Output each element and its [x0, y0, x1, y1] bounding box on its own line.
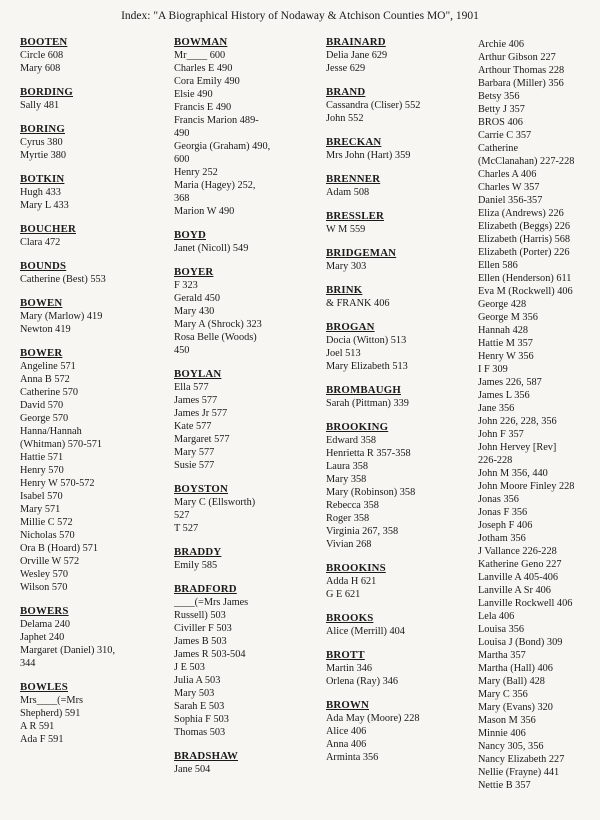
surname-group — [174, 750, 314, 776]
index-entry: Charles A 406 — [478, 169, 537, 180]
index-entry: Charles E 490 — [174, 63, 233, 74]
index-entry: Hattie 571 — [20, 452, 64, 463]
surname-heading: BOOTEN — [20, 36, 68, 48]
index-entry: Lela 406 — [478, 611, 515, 622]
index-entry: Hannah 428 — [478, 325, 529, 336]
index-entry: Myrtie 380 — [20, 150, 67, 161]
index-entry: Mary 430 — [174, 306, 215, 317]
index-entry: Russell) 503 — [174, 610, 226, 621]
page-title: Index: "A Biographical History of Nodaway & Atchison Counties MO", 1901 — [121, 10, 479, 22]
index-entry: Delama 240 — [20, 619, 71, 630]
surname-group — [326, 86, 466, 125]
index-entry: Arminta 356 — [326, 752, 379, 763]
index-entry: James 577 — [174, 395, 218, 406]
index-entry: A R 591 — [20, 721, 55, 732]
surname-group — [326, 612, 466, 638]
index-entry: Clara 472 — [20, 237, 61, 248]
index-entry: I F 309 — [478, 364, 508, 375]
index-entry: Docia (Witton) 513 — [326, 335, 407, 346]
surname-group — [20, 260, 160, 286]
index-entry: Alice 406 — [326, 726, 367, 737]
index-entry: T 527 — [174, 523, 199, 534]
index-entry: Isabel 570 — [20, 491, 63, 502]
surname-group — [20, 36, 160, 75]
index-entry: Jonas F 356 — [478, 507, 528, 518]
surname-group — [326, 562, 466, 601]
index-entry: Adam 508 — [326, 187, 370, 198]
index-entry: 368 — [174, 193, 190, 204]
index-entry: Orlena (Ray) 346 — [326, 676, 399, 687]
index-entry: James R 503-504 — [174, 649, 246, 660]
surname-group — [20, 605, 160, 670]
index-entry: Katherine Geno 227 — [478, 559, 562, 570]
index-entry: Ellen (Henderson) 611 — [478, 273, 572, 284]
index-entry: Elizabeth (Beggs) 226 — [478, 221, 571, 232]
index-entry: Shepherd) 591 — [20, 708, 81, 719]
index-entry: Betty J 357 — [478, 104, 525, 115]
index-entry: John 226, 228, 356 — [478, 416, 557, 427]
index-entry: Maria (Hagey) 252, — [174, 180, 256, 191]
index-entry: Martin 346 — [326, 663, 373, 674]
index-entry: Emily 585 — [174, 560, 218, 571]
surname-group — [326, 136, 466, 162]
index-entry: Anna B 572 — [20, 374, 70, 385]
index-entry: Jonas 356 — [478, 494, 519, 505]
index-entry: Elizabeth (Porter) 226 — [478, 247, 570, 258]
index-entry: Joseph F 406 — [478, 520, 533, 531]
index-entry: Rebecca 358 — [326, 500, 379, 511]
surname-heading: BOUNDS — [20, 260, 67, 272]
index-entry: Hugh 433 — [20, 187, 61, 198]
index-entry: Mary (Ball) 428 — [478, 676, 545, 687]
index-entry: Nicholas 570 — [20, 530, 75, 541]
index-entry: Wilson 570 — [20, 582, 68, 593]
index-entry: Nancy 305, 356 — [478, 741, 544, 752]
index-entry: Rosa Belle (Woods) — [174, 332, 257, 343]
surname-group — [326, 321, 466, 373]
index-entry: J Vallance 226-228 — [478, 546, 557, 557]
index-entry: Sophia F 503 — [174, 714, 229, 725]
index-entry: Henry 570 — [20, 465, 64, 476]
index-entry: Cora Emily 490 — [174, 76, 240, 87]
index-entry: Jesse 629 — [326, 63, 366, 74]
index-entry: Jane 356 — [478, 403, 515, 414]
index-entry: F 323 — [174, 280, 198, 291]
surname-group — [174, 368, 314, 472]
index-entry: Anna 406 — [326, 739, 367, 750]
index-entry: Cassandra (Cliser) 552 — [326, 100, 421, 111]
surname-heading: BRADDY — [174, 546, 222, 558]
surname-heading: BOYER — [174, 266, 214, 278]
index-entry: Henrietta R 357-358 — [326, 448, 411, 459]
index-entry: Marion W 490 — [174, 206, 235, 217]
surname-group — [326, 384, 466, 410]
surname-heading: BORING — [20, 123, 65, 135]
index-entry: Janet (Nicoll) 549 — [174, 243, 249, 254]
index-entry: Elizabeth (Harris) 568 — [478, 234, 571, 245]
index-entry: Vivian 268 — [326, 539, 372, 550]
index-column-3 — [326, 36, 466, 775]
index-entry: Circle 608 — [20, 50, 64, 61]
index-entry: James Jr 577 — [174, 408, 228, 419]
index-entry: ____(=Mrs James — [174, 597, 249, 608]
index-entry: Mrs____(=Mrs — [20, 695, 84, 706]
surname-group — [174, 229, 314, 255]
index-entry: John Moore Finley 228 — [478, 481, 575, 492]
index-entry: Louisa 356 — [478, 624, 525, 635]
index-entry: Catherine — [478, 143, 519, 154]
surname-heading: BOWERS — [20, 605, 69, 617]
index-entry: Francis E 490 — [174, 102, 232, 113]
surname-heading: BRADFORD — [174, 583, 237, 595]
surname-group — [326, 173, 466, 199]
surname-heading: BOYD — [174, 229, 206, 241]
index-entry: Eliza (Andrews) 226 — [478, 208, 564, 219]
index-entry: Mrs John (Hart) 359 — [326, 150, 411, 161]
surname-heading: BOYLAN — [174, 368, 222, 380]
index-entry: 600 — [174, 154, 190, 165]
index-entry: Henry W 356 — [478, 351, 534, 362]
index-entry: Hanna/Hannah — [20, 426, 82, 437]
surname-group — [174, 483, 314, 535]
surname-heading: BOUCHER — [20, 223, 76, 235]
index-entry: Alice (Merrill) 404 — [326, 626, 405, 637]
surname-heading: BOWMAN — [174, 36, 228, 48]
surname-group — [20, 123, 160, 162]
index-entry: James B 503 — [174, 636, 227, 647]
index-entry: Nancy Elizabeth 227 — [478, 754, 565, 765]
index-entry: Henry 252 — [174, 167, 218, 178]
index-entry: Charles W 357 — [478, 182, 540, 193]
index-entry: Mary L 433 — [20, 200, 69, 211]
surname-group — [326, 699, 466, 764]
index-entry: Edward 358 — [326, 435, 377, 446]
surname-heading: BOTKIN — [20, 173, 65, 185]
surname-heading: BOWEN — [20, 297, 63, 309]
index-entry: Archie 406 — [478, 39, 525, 50]
surname-heading: BRAND — [326, 86, 366, 98]
index-entry: Mary 571 — [20, 504, 61, 515]
index-entry: W M 559 — [326, 224, 366, 235]
index-entry: 527 — [174, 510, 190, 521]
surname-group — [326, 210, 466, 236]
surname-heading: BROOKING — [326, 421, 389, 433]
index-entry: Mary 503 — [174, 688, 215, 699]
index-entry: Mason M 356 — [478, 715, 536, 726]
surname-group — [174, 36, 314, 218]
index-entry: Elsie 490 — [174, 89, 213, 100]
index-entry: Margaret (Daniel) 310, — [20, 645, 116, 656]
index-entry: Lanville A 405-406 — [478, 572, 559, 583]
index-entry: J E 503 — [174, 662, 205, 673]
index-entry: Roger 358 — [326, 513, 370, 524]
surname-heading: BOYSTON — [174, 483, 229, 495]
surname-group — [174, 266, 314, 357]
index-entry: George 570 — [20, 413, 69, 424]
index-entry: 490 — [174, 128, 190, 139]
index-entry: Hattie M 357 — [478, 338, 533, 349]
index-entry: Sarah (Pittman) 339 — [326, 398, 409, 409]
index-entry: Henry W 570-572 — [20, 478, 95, 489]
surname-heading: BRINK — [326, 284, 363, 296]
index-entry: Mary C 356 — [478, 689, 528, 700]
index-entry: Arthour Thomas 228 — [478, 65, 565, 76]
index-entry: 450 — [174, 345, 190, 356]
index-entry: Thomas 503 — [174, 727, 226, 738]
index-entry: Mary (Marlow) 419 — [20, 311, 103, 322]
index-entry: (Whitman) 570-571 — [20, 439, 103, 450]
index-entry: Newton 419 — [20, 324, 71, 335]
index-entry: Ada May (Moore) 228 — [326, 713, 420, 724]
surname-heading: BROOKS — [326, 612, 374, 624]
index-entry: Ora B (Hoard) 571 — [20, 543, 99, 554]
surname-heading: BROOKINS — [326, 562, 386, 574]
index-entry: BROS 406 — [478, 117, 523, 128]
index-entry: Julia A 503 — [174, 675, 221, 686]
index-entry: Kate 577 — [174, 421, 212, 432]
surname-heading: BROTT — [326, 649, 365, 661]
index-entry: 344 — [20, 658, 36, 669]
index-entry: John M 356, 440 — [478, 468, 548, 479]
index-entry: Martha (Hall) 406 — [478, 663, 553, 674]
index-entry: Mary 303 — [326, 261, 367, 272]
index-entry: Sarah E 503 — [174, 701, 225, 712]
index-entry: Mary (Evans) 320 — [478, 702, 553, 713]
surname-heading: BRECKAN — [326, 136, 382, 148]
surname-group — [478, 38, 598, 792]
surname-heading: BORDING — [20, 86, 73, 98]
index-entry: Daniel 356-357 — [478, 195, 543, 206]
index-entry: Mary 608 — [20, 63, 61, 74]
index-entry: (McClanahan) 227-228 — [478, 156, 575, 167]
index-entry: Jotham 356 — [478, 533, 526, 544]
index-entry: Cyrus 380 — [20, 137, 63, 148]
index-entry: James 226, 587 — [478, 377, 542, 388]
index-entry: Margaret 577 — [174, 434, 230, 445]
index-entry: Civiller F 503 — [174, 623, 232, 634]
index-entry: Ada F 591 — [20, 734, 64, 745]
surname-group — [174, 583, 314, 739]
index-entry: Lanville Rockwell 406 — [478, 598, 573, 609]
index-entry: Nettie B 357 — [478, 780, 531, 791]
index-entry: Martha 357 — [478, 650, 526, 661]
index-entry: Mary C (Ellsworth) — [174, 497, 256, 508]
index-column-2 — [174, 36, 314, 787]
surname-heading: BROMBAUGH — [326, 384, 401, 396]
index-entry: Ellen 586 — [478, 260, 518, 271]
index-entry: Mary Elizabeth 513 — [326, 361, 408, 372]
index-entry: Angeline 571 — [20, 361, 76, 372]
index-column-1 — [20, 36, 160, 757]
index-entry: Mary A (Shrock) 323 — [174, 319, 262, 330]
index-entry: Catherine (Best) 553 — [20, 274, 106, 285]
index-entry: Louisa J (Bond) 309 — [478, 637, 563, 648]
index-entry: Susie 577 — [174, 460, 215, 471]
index-entry: 226-228 — [478, 455, 513, 466]
index-entry: Mary 358 — [326, 474, 367, 485]
surname-heading: BRIDGEMAN — [326, 247, 397, 259]
surname-group — [20, 681, 160, 746]
index-entry: Betsy 356 — [478, 91, 520, 102]
index-entry: & FRANK 406 — [326, 298, 390, 309]
surname-group — [326, 36, 466, 75]
surname-heading: BOWLES — [20, 681, 69, 693]
index-entry: Barbara (Miller) 356 — [478, 78, 564, 89]
surname-heading: BOWER — [20, 347, 63, 359]
index-entry: Virginia 267, 358 — [326, 526, 399, 537]
index-entry: John F 357 — [478, 429, 524, 440]
index-entry: Laura 358 — [326, 461, 369, 472]
surname-heading: BRADSHAW — [174, 750, 238, 762]
index-entry: Mr____ 600 — [174, 50, 226, 61]
index-entry: Jane 504 — [174, 764, 211, 775]
surname-group — [326, 247, 466, 273]
index-entry: Adda H 621 — [326, 576, 377, 587]
surname-group — [20, 347, 160, 594]
index-entry: Catherine 570 — [20, 387, 79, 398]
index-entry: Sally 481 — [20, 100, 60, 111]
index-entry: George M 356 — [478, 312, 538, 323]
index-entry: Orville W 572 — [20, 556, 80, 567]
index-entry: Delia Jane 629 — [326, 50, 388, 61]
index-entry: Millie C 572 — [20, 517, 73, 528]
index-entry: Japhet 240 — [20, 632, 65, 643]
index-entry: Joel 513 — [326, 348, 361, 359]
surname-group — [20, 297, 160, 336]
index-entry: Nellie (Frayne) 441 — [478, 767, 560, 778]
index-entry: George 428 — [478, 299, 527, 310]
surname-group — [326, 649, 466, 688]
index-entry: James L 356 — [478, 390, 530, 401]
surname-group — [20, 86, 160, 112]
index-entry: Ella 577 — [174, 382, 209, 393]
index-entry: Eva M (Rockwell) 406 — [478, 286, 573, 297]
index-entry: David 570 — [20, 400, 64, 411]
surname-heading: BRENNER — [326, 173, 381, 185]
surname-group — [20, 223, 160, 249]
surname-group — [174, 546, 314, 572]
index-entry: Mary (Robinson) 358 — [326, 487, 416, 498]
index-entry: John 552 — [326, 113, 364, 124]
index-entry: G E 621 — [326, 589, 361, 600]
index-entry: Lanville A Sr 406 — [478, 585, 551, 596]
surname-heading: BRESSLER — [326, 210, 385, 222]
index-entry: Francis Marion 489- — [174, 115, 259, 126]
index-entry: Wesley 570 — [20, 569, 69, 580]
surname-heading: BROWN — [326, 699, 369, 711]
surname-group — [20, 173, 160, 212]
index-column-4 — [478, 38, 598, 803]
surname-heading: BROGAN — [326, 321, 375, 333]
index-entry: John Hervey [Rev] — [478, 442, 557, 453]
index-entry: Mary 577 — [174, 447, 215, 458]
index-entry: Minnie 406 — [478, 728, 526, 739]
surname-group — [326, 284, 466, 310]
index-entry: Gerald 450 — [174, 293, 221, 304]
index-entry: Georgia (Graham) 490, — [174, 141, 271, 152]
surname-group — [326, 421, 466, 551]
index-entry: Arthur Gibson 227 — [478, 52, 556, 63]
index-entry: Carrie C 357 — [478, 130, 532, 141]
surname-heading: BRAINARD — [326, 36, 386, 48]
